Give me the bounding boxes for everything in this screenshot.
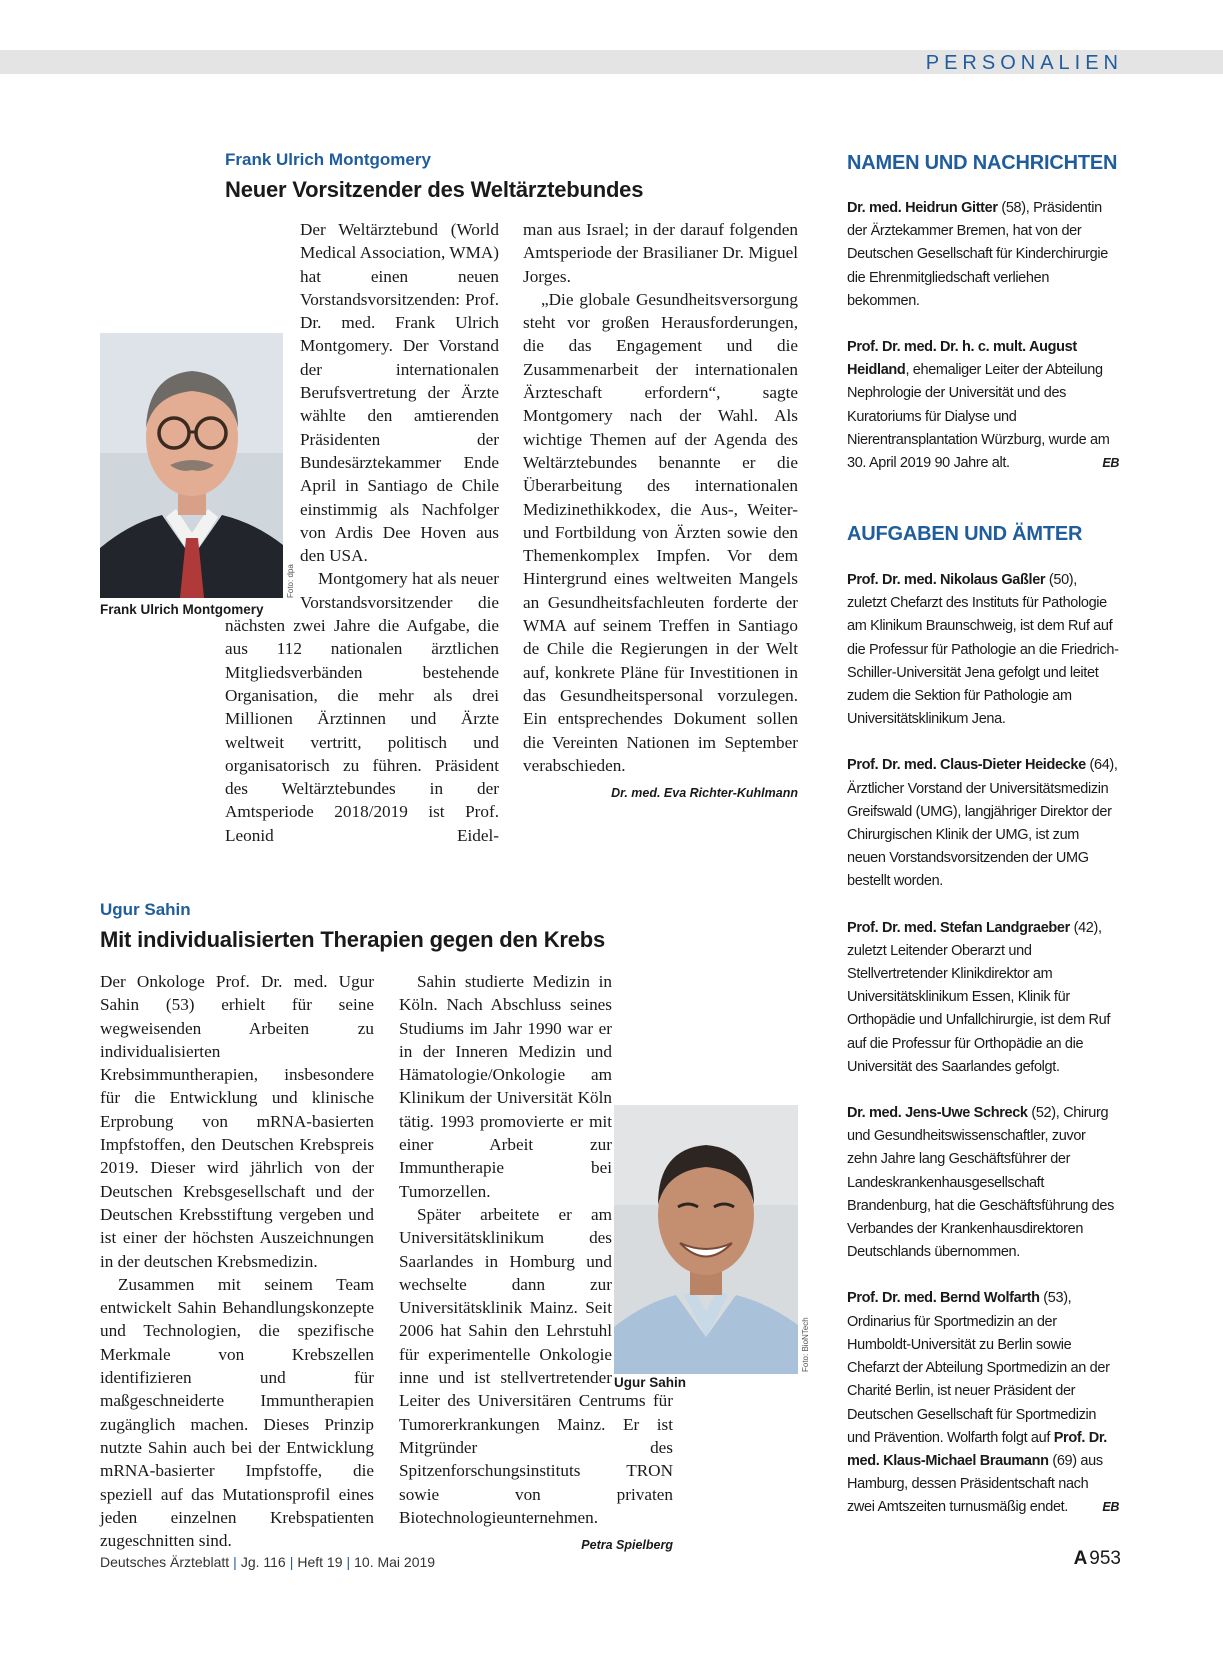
date: 10. Mai 2019 — [354, 1554, 436, 1570]
sahin-photo-caption: Ugur Sahin — [614, 1375, 687, 1390]
article1-col1-p1: Der Weltärztebund (World Medical Association, WMA) hat einen neuen Vorstandsvorsitzenden: Prof. Dr. med. Frank Ulrich Montgomery. Der Vorstand der internationalen Berufsvertretung der Ärzte wählte den amtierenden Präsidenten der Bundesärztekammer Ende April in Santiago de Chile einstimmig als Nachfolger von Ardis Dee Hoven aus den USA. — [300, 220, 499, 566]
article1-headline: Neuer Vorsitzender des Weltärztebundes — [225, 177, 644, 202]
montgomery-photo-credit: Foto: dpa — [286, 564, 295, 598]
aemter-entry: Prof. Dr. med. Nikolaus Gaßler (50), zuletzt Chefarzt des Instituts für Pathologie am Klinikum Braunschweig, ist dem Ruf auf die Professur für Pathologie an die Friedrich-Schiller-Universität Jena gefolgt und leitet zudem die Sektion für Pathologie am Universitätsklinikum Jena. — [847, 572, 1119, 728]
aemter-entry: Dr. med. Jens-Uwe Schreck (52), Chirurg und Gesundheitswissenschaftler, zuvor zehn Jahre lang Geschäftsführer der Landeskrankenhausgesellschaft Brandenburg, hat die Geschäftsführung des Verbandes der Krankenhausdirektoren Deutschlands übernommen. — [847, 1105, 1114, 1261]
aemter-title: AUFGABEN UND ÄMTER — [847, 523, 1083, 545]
article1-byline: Dr. med. Eva Richter-Kuhlmann — [611, 786, 798, 801]
article1-column2 — [523, 218, 798, 805]
article2-byline: Petra Spielberg — [581, 1538, 673, 1553]
namen-column — [847, 197, 1119, 498]
article2-col1-p1: Der Onkologe Prof. Dr. med. Ugur Sahin (53) erhielt für seine wegweisenden Arbeiten zu individualisierten Krebsimmuntherapien, insbesondere für die Entwicklung und klinische Erprobung von mRNA-basierten Impfstoffen, den Deutschen Krebspreis 2019. Dieser wird jährlich von der Deutschen Krebsgesellschaft und der Deutschen Krebsstiftung vergeben und ist einer der höchsten Auszeichnungen in der deutschen Krebsmedizin. — [100, 972, 374, 1271]
article2-col2-p2: Später arbeitete er am Universitätsklinikum des Saarlandes in Homburg und wechselte dann zur Universitätsklinik Mainz. Seit 2006 hat Sahin den Lehrstuhl für experimentelle Onkologie inne und ist stellvertretender Leiter des Universitären Centrums für Tumorerkrankungen Mainz. Er ist Mitgründer des Spitzenforschungsinstituts TRON sowie von privaten Biotechnologieunternehmen. Petra Spielberg — [399, 1203, 673, 1529]
article1-col2-p1: man aus Israel; in der darauf folgenden Amtsperiode der Brasilianer Dr. Miguel Jorges. — [523, 220, 798, 286]
article1-col1-p2: Montgomery hat als neuer Vorstandsvorsitzender die nächsten zwei Jahre die Aufgabe, die aus 112 nationalen ärztlichen Mitgliedsverbänden bestehende Organisation, die mehr als drei Millionen Ärztinnen und Ärzte weltweit vertritt, politisch und organisatorisch zu führen. Präsident des Weltärztebundes in der Amtsperiode 2018/2019 ist Prof. Leonid Eidel- — [225, 569, 499, 845]
namen-title: NAMEN UND NACHRICHTEN — [847, 152, 1118, 174]
sahin-photo — [614, 1105, 798, 1374]
sahin-photo-credit: Foto: BioNTech — [801, 1317, 810, 1372]
signature: EB — [1102, 456, 1119, 471]
page-number: A 953 — [1073, 1548, 1121, 1569]
article1-column1 — [225, 218, 499, 847]
aemter-entry: Prof. Dr. med. Stefan Landgraeber (42), zuletzt Leitender Oberarzt und Stellvertretender Klinikdirektor am Universitätsklinikum Essen, Klinik für Orthopädie und Unfallchirurgie, ist dem Ruf auf die Professur für Orthopädie an die Universität des Saarlandes gefolgt. — [847, 919, 1111, 1075]
aemter-column — [847, 569, 1119, 1543]
volume: Jg. 116 — [240, 1554, 286, 1570]
aemter-entry: Prof. Dr. med. Bernd Wolfarth (53), Ordinarius für Sportmedizin an der Humboldt-Universität zu Berlin sowie Chefarzt der Abteilung Sportmedizin an der Charité Berlin, ist neuer Präsident der Deutschen Gesellschaft für Sportmedizin und Prävention. Wolfarth folgt auf Prof. Dr. med. Klaus-Michael Braumann (69) aus Hamburg, dessen Präsidentschaft nach zwei Amtszeiten turnusmäßig endet. EB — [847, 1287, 1119, 1519]
article1-kicker: Frank Ulrich Montgomery — [225, 150, 431, 169]
section-label: PERSONALIEN — [925, 52, 1123, 74]
signature: EB — [1102, 1500, 1119, 1515]
article2-column1 — [100, 970, 374, 1552]
article2-headline: Mit individualisierten Therapien gegen den Krebs — [100, 927, 606, 952]
photo-space — [100, 311, 300, 607]
article2-col1-p2: Zusammen mit seinem Team entwickelt Sahin Behandlungskonzepte und Technologien, die spezifische Merkmale von Krebszellen identifizieren und für maßgeschneiderte Immuntherapien zugänglich machen. Dieses Prinzip nutzte Sahin auch bei der Entwicklung mRNA-basierter Impfstoffe, die speziell auf das Mutationsprofil eines jeden einzelnen Krebspatienten zugeschnitten sind. — [100, 1274, 374, 1551]
article1-col2-p2: „Die globale Gesundheitsversorgung steht vor großen Herausforderungen, die das Engagement und die Zusammenarbeit der internationalen Ärzteschaft erfordern“, sagte Montgomery nach der Wahl. Als wichtige Themen auf der Agenda des Weltärztebundes benannte er die Überarbeitung des internationalen Medizinethikkodex, die Aus-, Weiter- und Fortbildung von Ärzten sowie den Themenkomplex Impfen. Vor dem Hintergrund eines weltweiten Mangels an Gesundheitsfachleuten forderte der WMA auf seinem Treffen in Santiago de Chile die Regierungen in der Welt auf, konkrete Pläne für Investitionen in das Gesundheitspersonal vorzulegen. Ein entsprechendes Dokument sollen die Vereinten Nationen im September verabschieden. Dr. med. Eva Richter-Kuhlmann — [523, 288, 798, 777]
namen-entry: Dr. med. Heidrun Gitter (58), Präsidentin der Ärztekammer Bremen, hat von der Deutschen Gesellschaft für Kinderchirurgie die Ehrenmitgliedschaft verliehen bekommen. — [847, 200, 1108, 309]
footer: Deutsches Ärzteblatt | Jg. 116 | Heft 19 | 10. Mai 2019 — [100, 1554, 436, 1570]
issue: Heft 19 — [297, 1554, 343, 1570]
article2-kicker: Ugur Sahin — [100, 900, 191, 919]
journal-name: Deutsches Ärzteblatt — [100, 1554, 230, 1570]
namen-entry: Prof. Dr. med. Dr. h. c. mult. August Heidland, ehemaliger Leiter der Abteilung Nephrologie der Universität und des Kuratoriums für Dialyse und Nierentransplantation Würzburg, wurde am 30. April 2019 90 Jahre alt. EB — [847, 336, 1119, 475]
montgomery-photo-caption: Frank Ulrich Montgomery — [100, 602, 264, 617]
article2-col2-p1: Sahin studierte Medizin in Köln. Nach Abschluss seines Studiums im Jahr 1990 war er in der Inneren Medizin und Hämatologie/Onkologie am Klinikum der Universität Köln tätig. 1993 promovierte er mit einer Arbeit zur Immuntherapie bei Tumorzellen. — [399, 972, 612, 1201]
aemter-entry: Prof. Dr. med. Claus-Dieter Heidecke (64), Ärztlicher Vorstand der Universitätsmedizin Greifswald (UMG), langjähriger Direktor der Chirurgischen Klinik der UMG, ist zum neuen Vorstandsvorsitzenden der UMG bestellt worden. — [847, 757, 1118, 890]
